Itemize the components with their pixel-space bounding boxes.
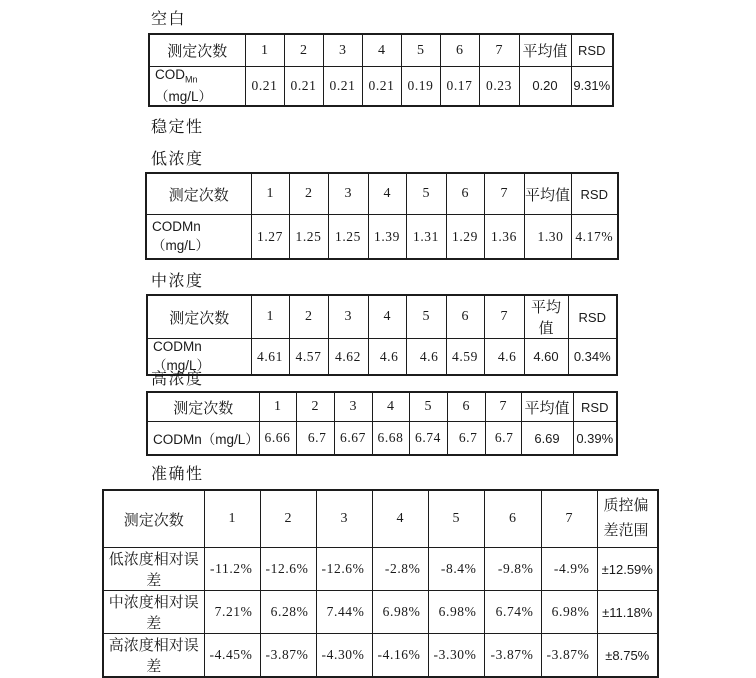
table-header-row — [146, 173, 618, 215]
error-value: -2.8% — [372, 548, 428, 591]
section-heading-mid: 中浓度 — [151, 273, 204, 290]
trial-header: 2 — [260, 490, 316, 548]
row-label-codmn: CODMn（mg/L） — [146, 215, 251, 260]
trial-header: 4 — [368, 173, 406, 215]
trial-header: 5 — [409, 392, 447, 422]
trial-header: 7 — [484, 173, 524, 215]
error-value: 7.44% — [316, 591, 372, 634]
trial-header: 7 — [479, 34, 519, 67]
measurement-value: 4.6 — [368, 339, 406, 376]
measurement-value: 0.23 — [479, 67, 519, 106]
error-value: -4.30% — [316, 634, 372, 678]
table-header-row — [149, 34, 613, 67]
measure-count-header: 测定次数 — [103, 490, 204, 548]
section-heading-blank: 空白 — [151, 11, 187, 28]
trial-header: 1 — [251, 173, 289, 215]
error-value: -9.8% — [484, 548, 541, 591]
measurement-value: 6.7 — [485, 422, 521, 456]
row-label-low-error: 低浓度相对误差 — [103, 548, 204, 591]
average-value: 1.30 — [524, 215, 571, 260]
trial-header: 6 — [484, 490, 541, 548]
rsd-header: RSD — [568, 295, 617, 339]
trial-header: 6 — [446, 173, 484, 215]
measurement-value: 1.39 — [368, 215, 406, 260]
measurement-value: 0.21 — [284, 67, 323, 106]
trial-header: 2 — [296, 392, 334, 422]
average-header: 平均值 — [519, 34, 571, 67]
section-heading-stability: 稳定性 — [151, 119, 204, 136]
measurement-value: 4.59 — [446, 339, 484, 376]
table-header-row — [147, 392, 617, 422]
error-value: -8.4% — [428, 548, 484, 591]
error-value: -4.9% — [541, 548, 597, 591]
trial-header: 1 — [245, 34, 284, 67]
rsd-value: 0.34% — [568, 339, 617, 376]
measurement-value: 1.27 — [251, 215, 289, 260]
rsd-header: RSD — [573, 392, 617, 422]
error-value: 7.21% — [204, 591, 260, 634]
trial-header: 3 — [323, 34, 362, 67]
table-data-row — [146, 215, 618, 260]
table-data-row — [103, 634, 658, 678]
average-header: 平均值 — [524, 173, 571, 215]
row-label-codmn: CODMn（mg/L） — [147, 339, 251, 376]
trial-header: 1 — [259, 392, 296, 422]
error-value: -12.6% — [260, 548, 316, 591]
error-value: 6.98% — [541, 591, 597, 634]
table-data-row — [103, 548, 658, 591]
trial-header: 1 — [204, 490, 260, 548]
high-concentration-table — [146, 391, 618, 456]
error-value: 6.98% — [372, 591, 428, 634]
codmn-label-unit: （mg/L） — [155, 88, 213, 104]
measurement-value: 6.67 — [334, 422, 372, 456]
measurement-value: 6.74 — [409, 422, 447, 456]
table-data-row — [103, 591, 658, 634]
qc-range-value: ±12.59% — [597, 548, 658, 591]
rsd-header: RSD — [571, 173, 618, 215]
table-header-row — [147, 295, 617, 339]
accuracy-table — [102, 489, 659, 678]
error-value: -3.87% — [541, 634, 597, 678]
error-value: -3.87% — [260, 634, 316, 678]
table-header-row — [103, 490, 658, 548]
blank-table — [148, 33, 614, 107]
error-value: 6.28% — [260, 591, 316, 634]
section-heading-low: 低浓度 — [151, 151, 204, 168]
trial-header: 3 — [328, 173, 368, 215]
rsd-value: 4.17% — [571, 215, 618, 260]
section-heading-high: 高浓度 — [151, 371, 204, 388]
rsd-value: 0.39% — [573, 422, 617, 456]
qc-range-value: ±11.18% — [597, 591, 658, 634]
measurement-value: 0.17 — [440, 67, 479, 106]
trial-header: 6 — [440, 34, 479, 67]
table-data-row — [147, 339, 617, 376]
trial-header: 1 — [251, 295, 289, 339]
row-label-high-error: 高浓度相对误差 — [103, 634, 204, 678]
trial-header: 3 — [328, 295, 368, 339]
measure-count-header: 测定次数 — [149, 34, 245, 67]
trial-header: 4 — [372, 392, 409, 422]
error-value: 6.98% — [428, 591, 484, 634]
trial-header: 4 — [362, 34, 401, 67]
error-value: -3.87% — [484, 634, 541, 678]
measurement-value: 0.21 — [245, 67, 284, 106]
table-data-row — [147, 422, 617, 456]
error-value: 6.74% — [484, 591, 541, 634]
measurement-value: 1.25 — [328, 215, 368, 260]
measurement-value: 4.6 — [406, 339, 446, 376]
trial-header: 5 — [406, 173, 446, 215]
measurement-value: 0.19 — [401, 67, 440, 106]
error-value: -3.30% — [428, 634, 484, 678]
average-value: 6.69 — [521, 422, 573, 456]
error-value: -12.6% — [316, 548, 372, 591]
measurement-value: 6.68 — [372, 422, 409, 456]
trial-header: 7 — [541, 490, 597, 548]
measure-count-header: 测定次数 — [147, 392, 259, 422]
measurement-value: 1.31 — [406, 215, 446, 260]
trial-header: 3 — [316, 490, 372, 548]
row-label-codmn: CODMn（mg/L） — [147, 422, 259, 456]
trial-header: 4 — [368, 295, 406, 339]
rsd-header: RSD — [571, 34, 613, 67]
trial-header: 5 — [401, 34, 440, 67]
trial-header: 7 — [485, 392, 521, 422]
trial-header: 3 — [334, 392, 372, 422]
measurement-value: 1.36 — [484, 215, 524, 260]
trial-header: 2 — [289, 295, 328, 339]
trial-header: 5 — [406, 295, 446, 339]
error-value: -4.45% — [204, 634, 260, 678]
measurement-value: 1.25 — [289, 215, 328, 260]
row-label-codmn — [149, 67, 245, 106]
table-data-row — [149, 67, 613, 106]
trial-header: 2 — [289, 173, 328, 215]
measurement-value: 4.61 — [251, 339, 289, 376]
row-label-mid-error: 中浓度相对误差 — [103, 591, 204, 634]
measurement-value: 0.21 — [362, 67, 401, 106]
measurement-value: 0.21 — [323, 67, 362, 106]
error-value: -4.16% — [372, 634, 428, 678]
rsd-value: 9.31% — [571, 67, 613, 106]
trial-header: 6 — [447, 392, 485, 422]
mid-concentration-table — [146, 294, 618, 376]
codmn-label-subscript: Mn — [185, 74, 198, 85]
average-value: 4.60 — [524, 339, 568, 376]
average-header: 平均值 — [521, 392, 573, 422]
error-value: -11.2% — [204, 548, 260, 591]
measurement-value: 6.7 — [447, 422, 485, 456]
average-value: 0.20 — [519, 67, 571, 106]
trial-header: 4 — [372, 490, 428, 548]
trial-header: 2 — [284, 34, 323, 67]
measurement-value: 4.62 — [328, 339, 368, 376]
measure-count-header: 测定次数 — [146, 173, 251, 215]
measurement-value: 6.7 — [296, 422, 334, 456]
trial-header: 6 — [446, 295, 484, 339]
measurement-value: 1.29 — [446, 215, 484, 260]
section-heading-accuracy: 准确性 — [151, 466, 204, 483]
qc-range-value: ±8.75% — [597, 634, 658, 678]
measurement-value: 4.6 — [484, 339, 524, 376]
trial-header: 7 — [484, 295, 524, 339]
measurement-value: 6.66 — [259, 422, 296, 456]
codmn-label-base: COD — [155, 67, 185, 82]
trial-header: 5 — [428, 490, 484, 548]
low-concentration-table — [145, 172, 619, 260]
measure-count-header: 测定次数 — [147, 295, 251, 339]
average-header: 平均值 — [524, 295, 568, 339]
qc-range-header: 质控偏差范围 — [597, 490, 658, 548]
measurement-value: 4.57 — [289, 339, 328, 376]
